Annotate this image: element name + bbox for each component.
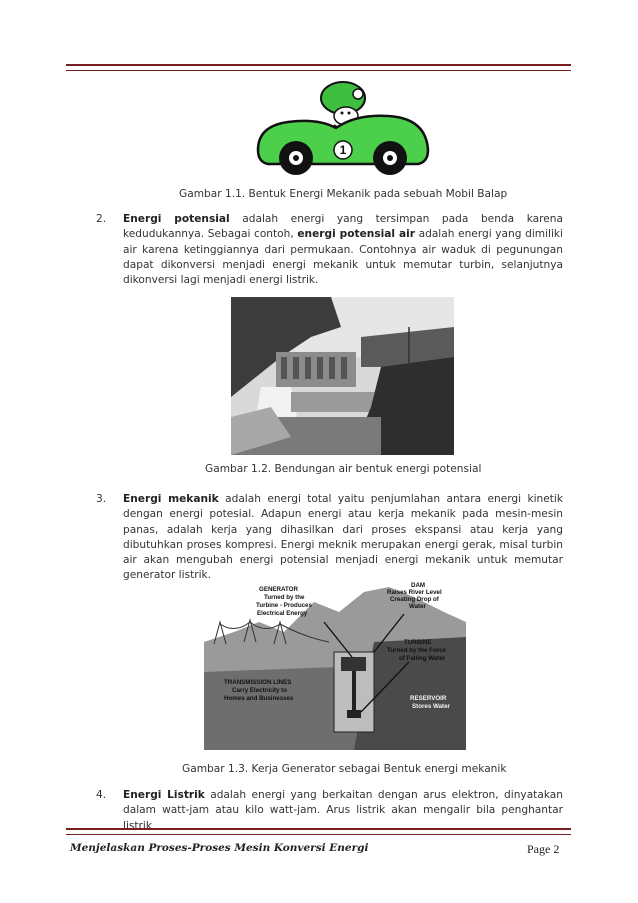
label-turbine-2: Turned by the Force [387, 647, 447, 654]
label-transmission-1: TRANSMISSION LINES [224, 679, 292, 686]
term: Energi Listrik [123, 789, 205, 801]
label-dam-4: Water [409, 603, 426, 610]
label-dam-3: Creating Drop of [390, 596, 439, 603]
label-generator-4: Electrical Energy [257, 610, 308, 617]
footer-title: Menjelaskan Proses-Proses Mesin Konversi Energi [70, 842, 369, 854]
label-turbine-3: of Falling Water [399, 655, 446, 662]
term: Energi mekanik [123, 493, 219, 505]
list-number: 3. [96, 493, 107, 505]
dam-photo [231, 297, 454, 455]
label-reservoir-1: RESERVOIR [410, 695, 447, 702]
list-item: 4. Energi Listrik adalah energi yang berkaitan dengan arus elektron, dinyatakan dalam watt-jam atau kilo watt-jam. Arus listrik akan mengalir bila penghantar listrik [96, 789, 563, 832]
label-generator-1: GENERATOR [259, 586, 298, 593]
label-transmission-2: Carry Electricity to [232, 687, 288, 694]
label-dam-2: Raises River Level [387, 589, 442, 596]
figure-caption-2: Gambar 1.2. Bendungan air bentuk energi potensial [205, 463, 482, 475]
list-item: 2. Energi potensial adalah energi yang tersimpan pada benda karena kedudukannya. Sebagai contoh, energi potensial air adalah energi yang dimiliki air karena ketinggiannya dari permukaan. Contohnya air waduk di pegunungan dapat dikonversi menjadi energi mekanik untuk memutar turbin, selanjutnya dikonversi lagi menjadi energi listrik. [96, 213, 564, 287]
list-number: 2. [96, 213, 107, 225]
label-dam-1: DAM [411, 582, 426, 589]
label-generator-3: Turbine - Produces [256, 602, 312, 609]
page-number: Page 2 [527, 842, 560, 856]
term-secondary: energi potensial air [297, 228, 415, 241]
race-car-illustration [250, 78, 436, 182]
footer-rule [66, 828, 571, 835]
figure-caption-1: Gambar 1.1. Bentuk Energi Mekanik pada sebuah Mobil Balap [179, 188, 508, 200]
label-turbine-1: TURBINE [404, 639, 432, 646]
car-number: 1 [339, 143, 347, 157]
header-rule [66, 64, 571, 71]
label-transmission-3: Homes and Businesses [224, 695, 294, 702]
term: Energi potensial [123, 213, 230, 225]
label-generator-2: Turned by the [264, 594, 305, 601]
figure-caption-3: Gambar 1.3. Kerja Generator sebagai Bentuk energi mekanik [182, 763, 507, 775]
hydro-generator-diagram [204, 582, 466, 750]
label-reservoir-2: Stores Water [412, 703, 450, 710]
list-number: 4. [96, 789, 107, 801]
list-item: 3. Energi mekanik adalah energi total yaitu penjumlahan antara energi kinetik dengan energi potesial. Adapun energi atau kerja mekanik pada mesin-mesin panas, adalah kerja yang dihasilkan dari proses ekspansi atau kerja yang dibutuhkan proses kompresi. Energi meknik merupakan energi gerak, misal turbin air akan mengubah energi potensial menjadi energi mekanik untuk memutar generator listrik. [96, 493, 564, 582]
